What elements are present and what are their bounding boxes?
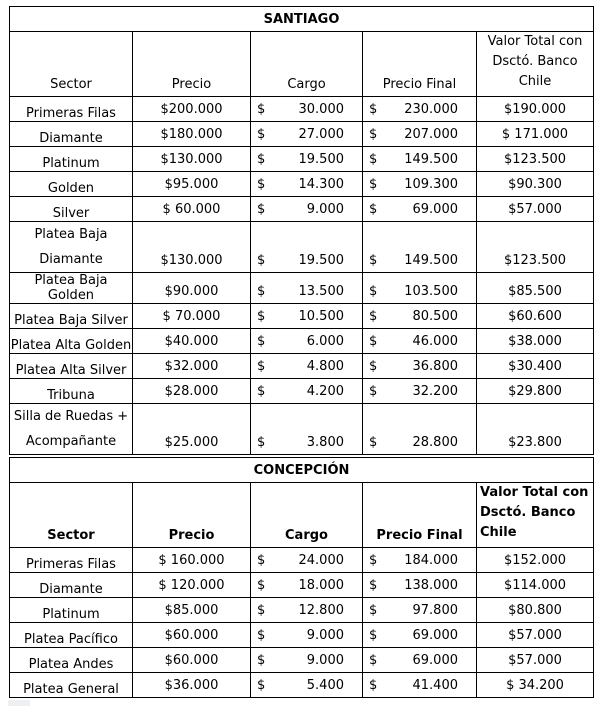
sector-line: Golden — [47, 181, 95, 196]
cell-valor-total: $80.800 — [477, 598, 594, 623]
table-row — [10, 598, 594, 623]
cell-cargo — [251, 222, 363, 273]
cell-valor-total: $123.500 — [477, 222, 594, 273]
precio-final-amount: 80.500 — [412, 309, 458, 324]
cell-precio-final — [363, 329, 477, 354]
precio-final-amount: 41.400 — [412, 678, 458, 693]
cargo-amount: 18.000 — [298, 578, 344, 593]
cell-precio: $60.000 — [133, 648, 251, 673]
sector-line: Tribuna — [47, 388, 95, 403]
table-row — [10, 548, 594, 573]
cell-valor-total: $114.000 — [477, 573, 594, 598]
cargo-amount: 27.000 — [298, 127, 344, 142]
cell-cargo — [251, 273, 363, 304]
cell-sector — [10, 304, 133, 329]
cargo-amount: 14.300 — [298, 177, 344, 192]
precio-final-amount: 149.500 — [404, 253, 458, 268]
cell-precio-final — [363, 122, 477, 147]
cell-cargo — [251, 122, 363, 147]
cargo-amount: 5.400 — [306, 678, 344, 693]
cell-precio: $ 160.000 — [133, 548, 251, 573]
sector-line: Diamante — [39, 582, 103, 597]
cell-sector — [10, 404, 133, 455]
cell-cargo — [251, 147, 363, 172]
precio-final-amount: 230.000 — [404, 102, 458, 117]
table-row — [10, 197, 594, 222]
sector-line: Primeras Filas — [26, 557, 116, 572]
cell-precio: $200.000 — [133, 97, 251, 122]
sector-line: Primeras Filas — [26, 106, 116, 121]
cargo-amount: 19.500 — [298, 152, 344, 167]
currency-symbol: $ — [257, 334, 266, 349]
cargo-amount: 9.000 — [306, 202, 344, 217]
currency-symbol: $ — [257, 309, 266, 324]
header-valor-total-line: Valor Total con — [480, 485, 589, 500]
cell-precio-final — [363, 673, 477, 698]
currency-symbol: $ — [257, 603, 266, 618]
sector-line: Diamante — [39, 131, 103, 146]
header-valor-total-line: Dsctó. Banco — [480, 505, 576, 520]
currency-symbol: $ — [369, 603, 378, 618]
precio-final-amount: 69.000 — [412, 628, 458, 643]
precio-final-amount: 97.800 — [412, 603, 458, 618]
precio-final-amount: 149.500 — [404, 152, 458, 167]
cell-valor-total: $ 171.000 — [477, 122, 594, 147]
cell-precio: $32.000 — [133, 354, 251, 379]
cell-sector — [10, 623, 133, 648]
cargo-amount: 10.500 — [298, 309, 344, 324]
cell-sector — [10, 329, 133, 354]
santiago-price-table — [9, 6, 594, 455]
cell-sector — [10, 122, 133, 147]
header-precio: Precio — [133, 32, 251, 97]
header-sector: Sector — [10, 32, 133, 97]
header-sector: Sector — [10, 483, 133, 548]
cell-cargo — [251, 172, 363, 197]
currency-symbol: $ — [257, 578, 266, 593]
cell-precio-final — [363, 273, 477, 304]
cell-sector — [10, 354, 133, 379]
cell-precio-final — [363, 172, 477, 197]
sector-line: Diamante — [39, 252, 103, 267]
precio-final-amount: 69.000 — [412, 202, 458, 217]
sector-line: Platea Andes — [28, 657, 114, 672]
cell-sector — [10, 548, 133, 573]
table-row — [10, 222, 594, 273]
currency-symbol: $ — [257, 359, 266, 374]
cell-sector — [10, 222, 133, 273]
cell-precio: $36.000 — [133, 673, 251, 698]
cell-precio: $60.000 — [133, 623, 251, 648]
currency-symbol: $ — [369, 127, 378, 142]
sector-line: Platea Baja Silver — [14, 313, 128, 328]
table-row — [10, 623, 594, 648]
cell-valor-total: $38.000 — [477, 329, 594, 354]
table-row — [10, 172, 594, 197]
table-row — [10, 304, 594, 329]
currency-symbol: $ — [369, 202, 378, 217]
cell-valor-total: $90.300 — [477, 172, 594, 197]
precio-final-amount: 36.800 — [412, 359, 458, 374]
cell-sector — [10, 673, 133, 698]
header-cargo: Cargo — [251, 32, 363, 97]
cell-cargo — [251, 623, 363, 648]
header-valor-total-line: Chile — [480, 525, 517, 540]
table-row — [10, 379, 594, 404]
cell-cargo — [251, 304, 363, 329]
sector-line: Platinum — [42, 607, 100, 622]
cell-sector — [10, 147, 133, 172]
cell-cargo — [251, 354, 363, 379]
cell-cargo — [251, 197, 363, 222]
cargo-amount: 12.800 — [298, 603, 344, 618]
currency-symbol: $ — [257, 202, 266, 217]
currency-symbol: $ — [257, 678, 266, 693]
sector-line: Acompañante — [25, 434, 117, 449]
cell-precio-final — [363, 97, 477, 122]
cell-valor-total: $60.600 — [477, 304, 594, 329]
cell-precio-final — [363, 598, 477, 623]
table-row — [10, 404, 594, 455]
cell-sector — [10, 648, 133, 673]
currency-symbol: $ — [369, 653, 378, 668]
cell-sector — [10, 573, 133, 598]
currency-symbol: $ — [369, 309, 378, 324]
cell-precio-final — [363, 623, 477, 648]
cell-precio: $40.000 — [133, 329, 251, 354]
cell-precio: $180.000 — [133, 122, 251, 147]
header-valor-total — [477, 483, 594, 548]
currency-symbol: $ — [257, 102, 266, 117]
cargo-amount: 24.000 — [298, 553, 344, 568]
currency-symbol: $ — [369, 253, 378, 268]
precio-final-amount: 46.000 — [412, 334, 458, 349]
cell-valor-total: $190.000 — [477, 97, 594, 122]
currency-symbol: $ — [369, 553, 378, 568]
cell-valor-total: $152.000 — [477, 548, 594, 573]
table-row — [10, 573, 594, 598]
table-row — [10, 354, 594, 379]
sector-line: Platea Alta Golden — [10, 338, 132, 353]
currency-symbol: $ — [257, 177, 266, 192]
header-cargo: Cargo — [251, 483, 363, 548]
cargo-amount: 9.000 — [306, 653, 344, 668]
sector-line: Platea Baja — [34, 227, 108, 242]
cargo-amount: 9.000 — [306, 628, 344, 643]
cell-precio: $130.000 — [133, 222, 251, 273]
table-row — [10, 147, 594, 172]
currency-symbol: $ — [257, 628, 266, 643]
cell-precio: $95.000 — [133, 172, 251, 197]
sector-line: Platea Alta Silver — [15, 363, 127, 378]
cell-precio: $ 60.000 — [133, 197, 251, 222]
table-row — [10, 329, 594, 354]
cell-valor-total: $29.800 — [477, 379, 594, 404]
cell-precio: $ 70.000 — [133, 304, 251, 329]
cell-cargo — [251, 598, 363, 623]
concepcion-price-table — [9, 457, 594, 698]
cell-cargo — [251, 329, 363, 354]
cell-precio-final — [363, 222, 477, 273]
currency-symbol: $ — [257, 435, 266, 450]
currency-symbol: $ — [257, 384, 266, 399]
currency-symbol: $ — [369, 435, 378, 450]
cell-cargo — [251, 648, 363, 673]
cell-cargo — [251, 404, 363, 455]
currency-symbol: $ — [257, 284, 266, 299]
cell-precio-final — [363, 648, 477, 673]
cell-cargo — [251, 673, 363, 698]
cell-precio-final — [363, 548, 477, 573]
currency-symbol: $ — [369, 177, 378, 192]
header-valor-total — [477, 32, 594, 97]
cell-precio: $85.000 — [133, 598, 251, 623]
currency-symbol: $ — [369, 102, 378, 117]
cell-cargo — [251, 573, 363, 598]
sector-line: Silver — [52, 206, 90, 221]
cargo-amount: 3.800 — [306, 435, 344, 450]
cell-precio: $28.000 — [133, 379, 251, 404]
cell-cargo — [251, 379, 363, 404]
currency-symbol: $ — [257, 127, 266, 142]
cell-precio-final — [363, 404, 477, 455]
cell-precio-final — [363, 354, 477, 379]
cell-valor-total: $85.500 — [477, 273, 594, 304]
cargo-amount: 13.500 — [298, 284, 344, 299]
currency-symbol: $ — [369, 152, 378, 167]
cargo-amount: 6.000 — [306, 334, 344, 349]
cell-valor-total: $57.000 — [477, 648, 594, 673]
cell-sector — [10, 598, 133, 623]
precio-final-amount: 103.500 — [404, 284, 458, 299]
currency-symbol: $ — [369, 578, 378, 593]
cell-precio-final — [363, 147, 477, 172]
precio-final-amount: 69.000 — [412, 653, 458, 668]
currency-symbol: $ — [369, 384, 378, 399]
cell-cargo — [251, 97, 363, 122]
cell-sector — [10, 97, 133, 122]
cell-sector — [10, 379, 133, 404]
header-precio-final: Precio Final — [363, 32, 477, 97]
cell-precio: $25.000 — [133, 404, 251, 455]
precio-final-amount: 28.800 — [412, 435, 458, 450]
page-corner-mark — [8, 700, 30, 706]
table-row — [10, 122, 594, 147]
currency-symbol: $ — [257, 553, 266, 568]
table-title: CONCEPCIÓN — [10, 458, 594, 483]
cell-valor-total: $57.000 — [477, 197, 594, 222]
precio-final-amount: 32.200 — [412, 384, 458, 399]
cell-sector — [10, 197, 133, 222]
cargo-amount: 30.000 — [298, 102, 344, 117]
header-valor-total-line: Chile — [518, 74, 552, 89]
header-valor-total-line: Valor Total con — [487, 34, 583, 49]
currency-symbol: $ — [257, 653, 266, 668]
sector-line: Platea Baja Golden — [34, 273, 108, 303]
precio-final-amount: 109.300 — [404, 177, 458, 192]
cell-precio-final — [363, 197, 477, 222]
cell-precio: $130.000 — [133, 147, 251, 172]
cell-sector — [10, 172, 133, 197]
sector-line: Platinum — [42, 156, 100, 171]
cell-cargo — [251, 548, 363, 573]
cell-precio-final — [363, 379, 477, 404]
sector-line: Silla de Ruedas + — [13, 409, 129, 424]
cargo-amount: 4.800 — [306, 359, 344, 374]
sector-line: Platea General — [23, 682, 119, 697]
cell-valor-total: $57.000 — [477, 623, 594, 648]
currency-symbol: $ — [257, 253, 266, 268]
header-precio-final: Precio Final — [363, 483, 477, 548]
cell-valor-total: $ 34.200 — [477, 673, 594, 698]
precio-final-amount: 184.000 — [404, 553, 458, 568]
sector-line: Platea Pacífico — [24, 632, 118, 647]
cargo-amount: 4.200 — [306, 384, 344, 399]
cell-precio-final — [363, 304, 477, 329]
table-row — [10, 673, 594, 698]
table-row — [10, 648, 594, 673]
precio-final-amount: 207.000 — [404, 127, 458, 142]
cell-sector — [10, 273, 133, 304]
table-title: SANTIAGO — [10, 7, 594, 32]
cell-precio: $90.000 — [133, 273, 251, 304]
currency-symbol: $ — [257, 152, 266, 167]
currency-symbol: $ — [369, 628, 378, 643]
header-valor-total-line: Dsctó. Banco — [492, 54, 578, 69]
cargo-amount: 19.500 — [298, 253, 344, 268]
table-row — [10, 97, 594, 122]
currency-symbol: $ — [369, 334, 378, 349]
currency-symbol: $ — [369, 359, 378, 374]
currency-symbol: $ — [369, 284, 378, 299]
header-precio: Precio — [133, 483, 251, 548]
currency-symbol: $ — [369, 678, 378, 693]
cell-valor-total: $123.500 — [477, 147, 594, 172]
cell-precio: $ 120.000 — [133, 573, 251, 598]
table-row — [10, 273, 594, 304]
cell-precio-final — [363, 573, 477, 598]
precio-final-amount: 138.000 — [404, 578, 458, 593]
cell-valor-total: $23.800 — [477, 404, 594, 455]
cell-valor-total: $30.400 — [477, 354, 594, 379]
